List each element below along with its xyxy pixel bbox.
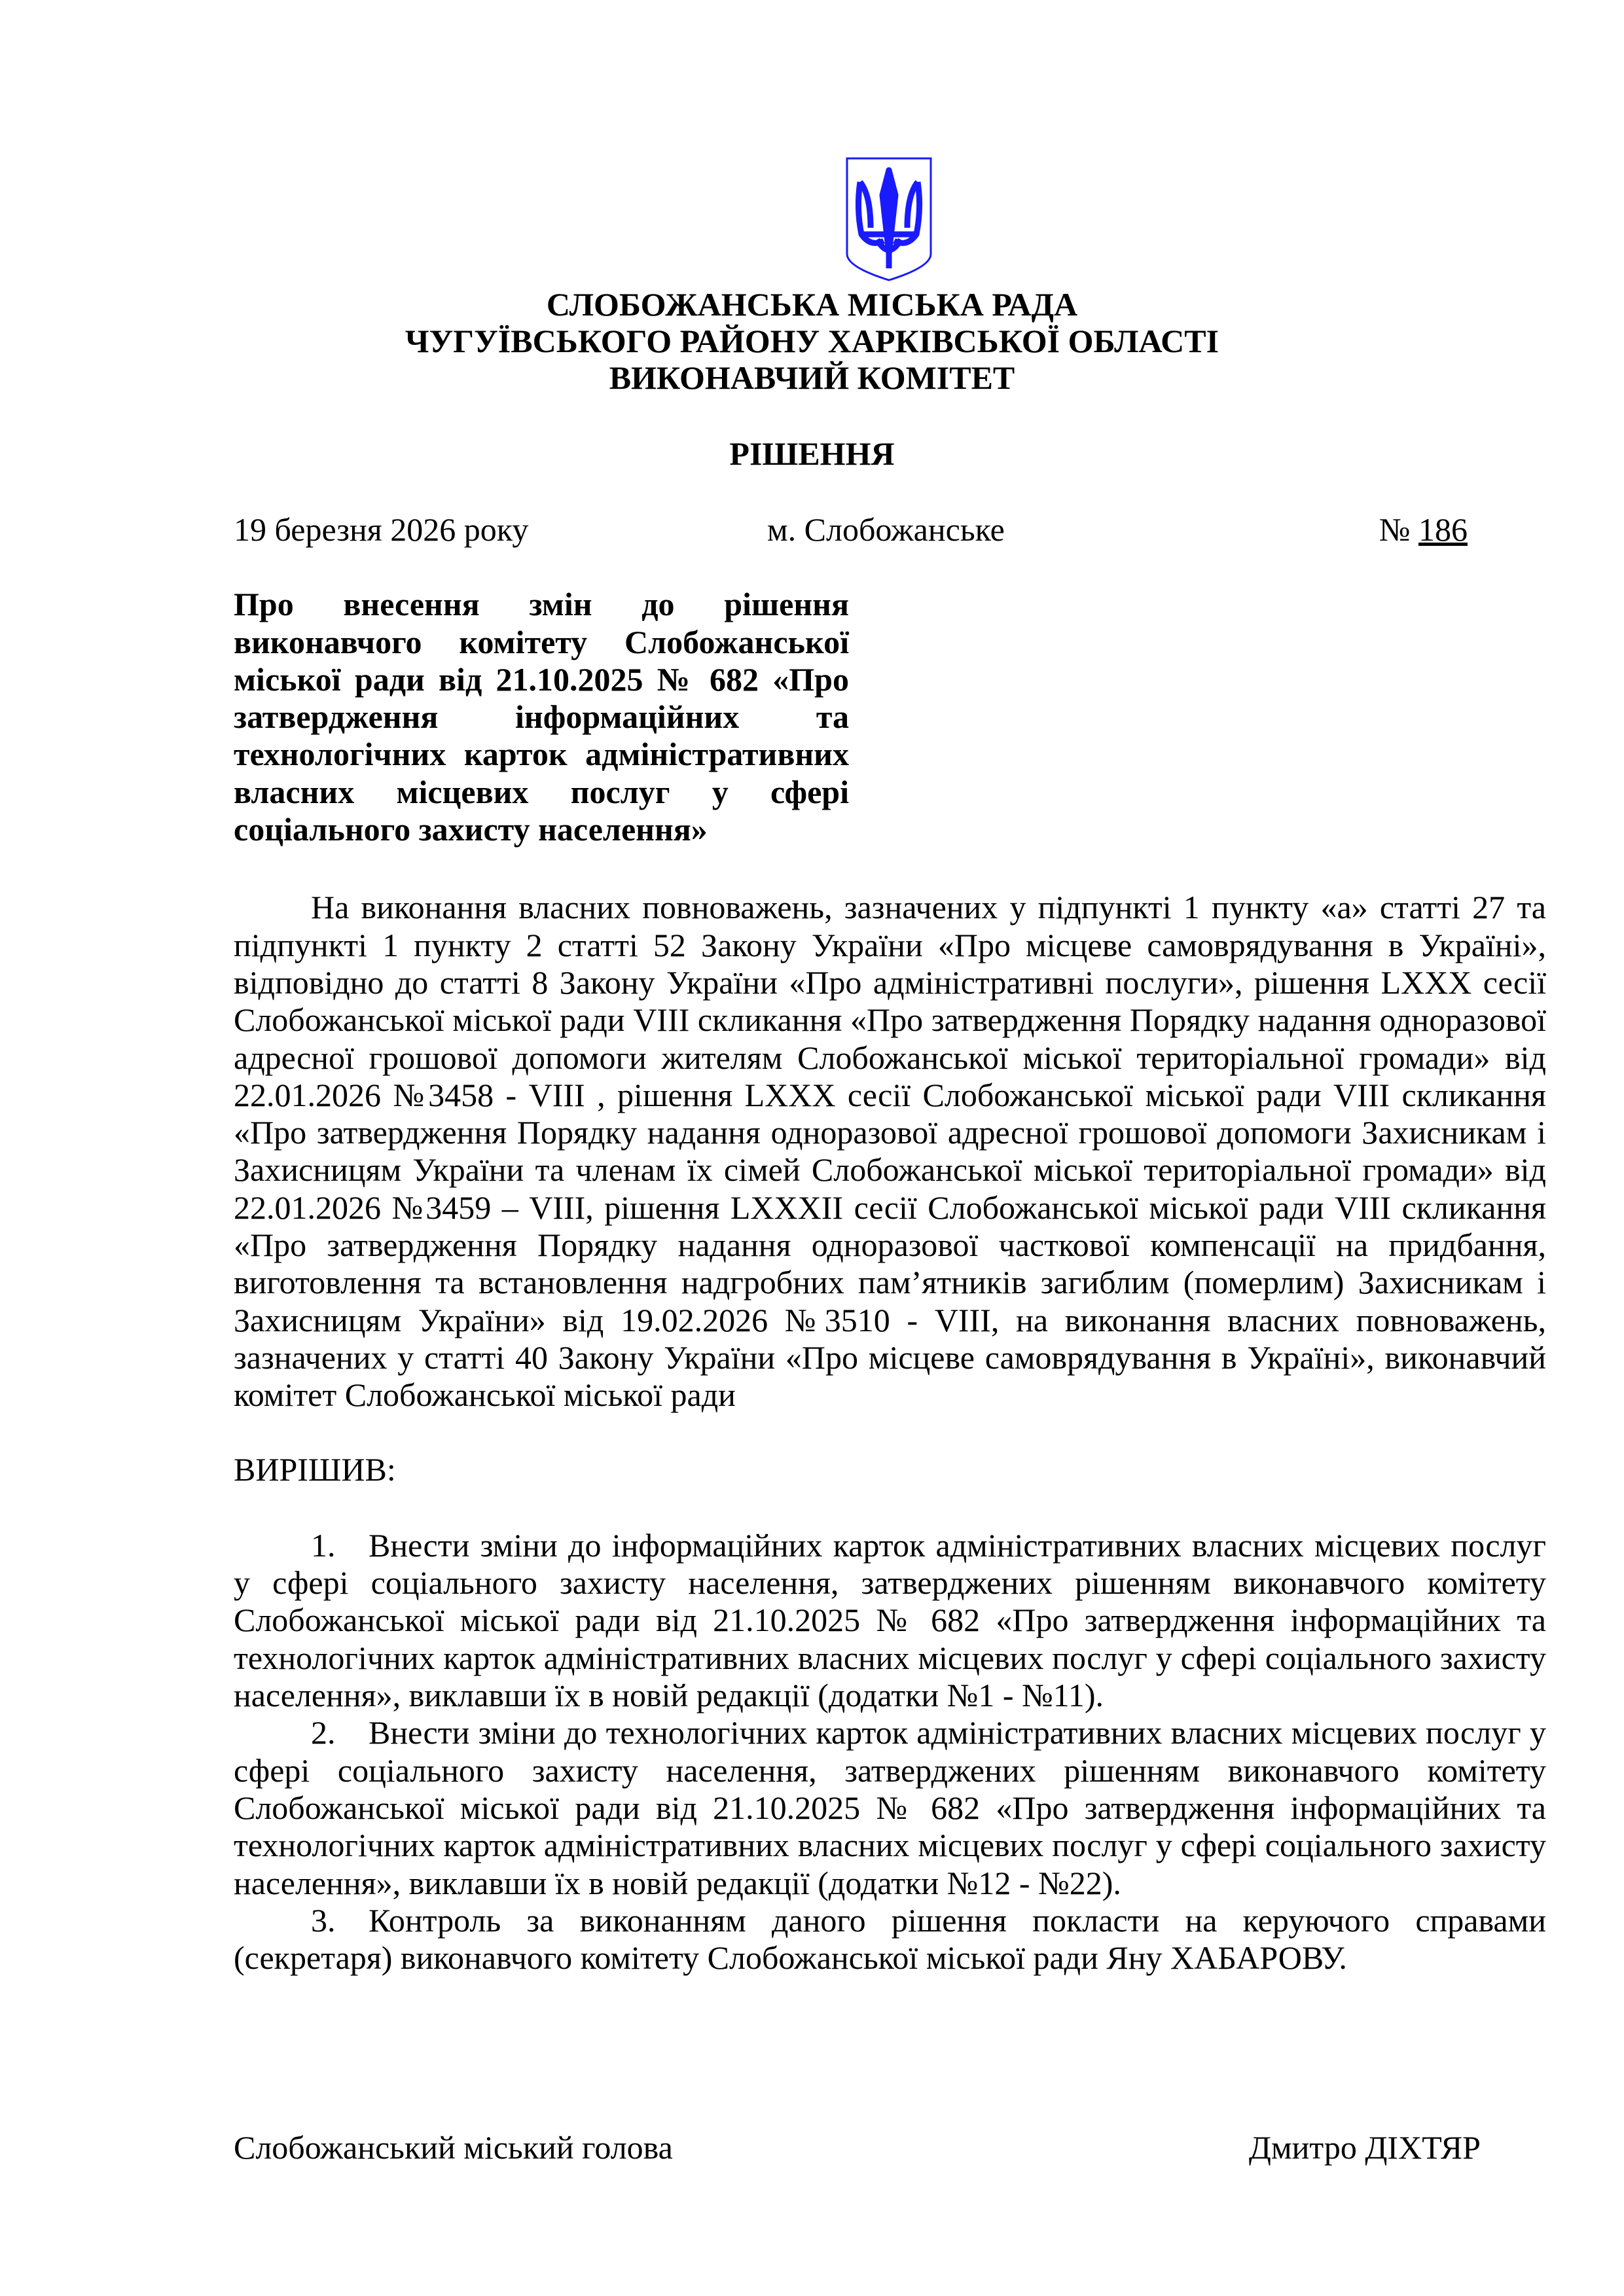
district-region: ЧУГУЇВСЬКОГО РАЙОНУ ХАРКІВСЬКОЇ ОБЛАСТІ [405,323,1219,359]
item-text: Контроль за виконанням даного рішення покласти на керуючого справами (секретаря) виконавчого комітету Слобожанської міської ради Яну ХАБАРОВУ. [234,1901,1546,1977]
decision-item [234,1714,1546,1901]
signature-block [234,2129,1546,2166]
signatory-position: Слобожанський міський голова [234,2129,673,2166]
item-number: 3. [311,1901,336,1939]
item-number: 2. [311,1714,336,1751]
number-value: 186 [1418,511,1468,548]
executive-committee: ВИКОНАВЧИЙ КОМІТЕТ [609,359,1015,396]
resolved-heading: ВИРІШИВ: [234,1450,396,1488]
document-number [1379,511,1468,548]
decision-item [234,1527,1546,1714]
item-number: 1. [311,1526,336,1564]
date-line [234,511,1546,548]
signatory-name: Дмитро ДІХТЯР [1248,2129,1481,2166]
preamble-paragraph: На виконання власних повноважень, зазначених у підпункті 1 пункту «а» статті 27 та підпункті 1 пункту 2 статті 52 Закону України «Про місцеве самоврядування в Україні», відповідно до статті 8 Закону України «Про адміністративні послуги», рішення LXXX сесії Слобожанської міської ради VIII скликання «Про затвердження Порядку надання одноразової адресної грошової допомоги жителям Слобожанської міської територіальної громади» від 22.01.2026 №3458 - VIII , рішення LXXX сесії Слобожанської міської ради VIII скликання «Про затвердження Порядку надання одноразової адресної грошової допомоги Захисникам і Захисницям України та членам їх сімей Слобожанської міської територіальної громади» від 22.01.2026 №3459 – VIII, рішення LXXXII сесії Слобожанської міської ради VIII скликання «Про затвердження Порядку надання одноразової часткової компенсації на придбання, виготовлення та встановлення надгробних пам’ятників загиблим (померлим) Захисникам і Захисницям України» від 19.02.2026 №3510 - VIII, на виконання власних повноважень, зазначених у статті 40 Закону України «Про місцеве самоврядування в Україні», виконавчий комітет Слобожанської міської ради [234,889,1546,1414]
council-name: СЛОБОЖАНСЬКА МІСЬКА РАДА [546,286,1078,323]
document-date: 19 березня 2026 року [234,511,529,548]
item-text: Внести зміни до технологічних карток адміністративних власних місцевих послуг у сфері соціального захисту населення, затверджених рішенням виконавчого комітету Слобожанської міської ради від 21.10.2025 № 682 «Про затвердження інформаційних та технологічних карток адміністративних власних місцевих послуг у сфері соціального захисту населення», виклавши їх в новій редакції (додатки №12 - №22). [234,1714,1546,1901]
number-prefix: № [1379,511,1418,548]
document-type: РІШЕННЯ [729,435,895,472]
document-header [0,286,1624,396]
decision-items [234,1527,1546,1977]
decision-title: Про внесення змін до рішення виконавчого комітету Слобожанської міської ради від 21.10.2025 № 682 «Про затвердження інформаційних та технологічних карток адміністративних власних місцевих послуг у сфері соціального захисту населення» [234,586,849,848]
item-text: Внести зміни до інформаційних карток адміністративних власних місцевих послуг у сфері соціального захисту населення, затверджених рішенням виконавчого комітету Слобожанської міської ради від 21.10.2025 № 682 «Про затвердження інформаційних та технологічних карток адміністративних власних місцевих послуг у сфері соціального захисту населення», виклавши їх в новій редакції (додатки №1 - №11). [234,1526,1546,1714]
document-place: м. Слобожанське [767,511,1005,548]
decision-item [234,1902,1546,1977]
